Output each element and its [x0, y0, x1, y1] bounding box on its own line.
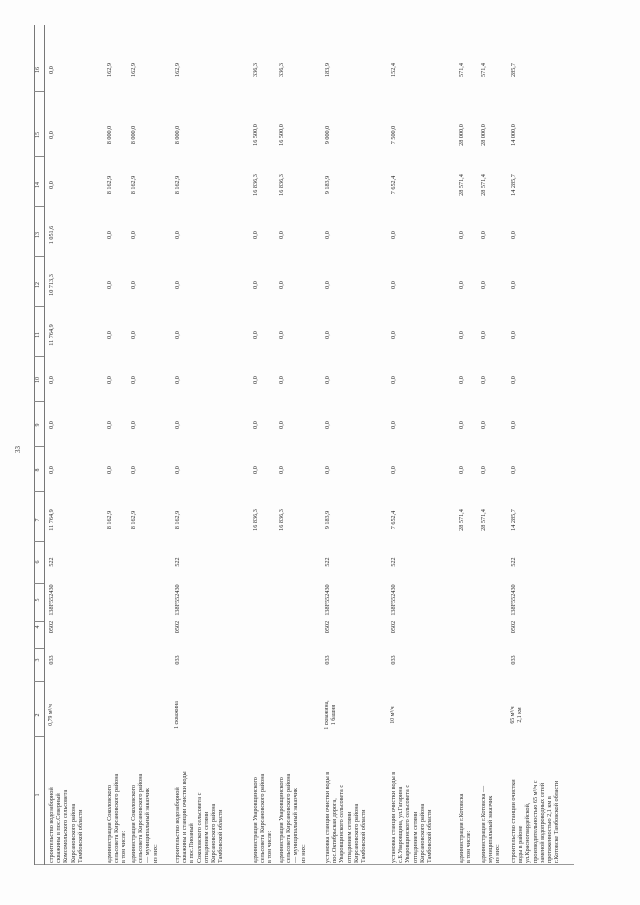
header-bottom-rule — [44, 25, 45, 865]
cell-c16: 571,4 — [458, 63, 465, 77]
cell-c12: 0,0 — [106, 281, 113, 289]
cell-c6: 522 — [174, 557, 181, 567]
row-description: строительство водозаборной скважины в пос.Северный Комсомольского сельсовета Кирсановского района Тамбовской области — [48, 787, 84, 863]
cell-c9: 0,0 — [480, 421, 487, 429]
cell-c7: 8 162,9 — [106, 510, 113, 530]
cell-c2: 1 скважина — [174, 701, 180, 729]
cell-c8: 0,0 — [278, 466, 285, 474]
cell-c11: 0,0 — [510, 331, 517, 339]
cell-c7: 7 652,4 — [390, 510, 397, 530]
cell-c4: 0502 — [48, 620, 55, 634]
cell-c7: 28 571,4 — [480, 509, 487, 531]
cell-c9: 0,0 — [174, 421, 181, 429]
cell-c6: 522 — [48, 557, 55, 567]
cell-c15: 9 000,0 — [324, 125, 331, 145]
cell-c8: 0,0 — [324, 466, 331, 474]
cell-c12: 0,0 — [130, 281, 137, 289]
cell-c9: 0,0 — [106, 421, 113, 429]
cell-c12: 0,0 — [174, 281, 181, 289]
row-description: администрация Уваровщинского сельсовета Кирсановского района в том числе: — [252, 773, 274, 863]
cell-c14: 28 571,4 — [480, 174, 487, 196]
cell-c16: 571,4 — [480, 63, 487, 77]
column-number-2: 2 — [35, 713, 41, 717]
cell-c8: 0,0 — [174, 466, 181, 474]
cell-c14: 0,0 — [48, 181, 55, 189]
column-separator — [34, 583, 44, 584]
cell-c11: 0,0 — [130, 331, 137, 339]
cell-c13: 0,0 — [252, 231, 259, 239]
cell-c9: 0,0 — [278, 421, 285, 429]
cell-c16: 162,9 — [130, 63, 137, 77]
column-number-16: 16 — [35, 67, 41, 73]
cell-c5: 138F552430 — [324, 584, 331, 616]
cell-c14: 8 162,9 — [106, 175, 113, 195]
cell-c9: 0,0 — [510, 421, 517, 429]
cell-c7: 9 183,9 — [324, 510, 331, 530]
cell-c14: 16 836,3 — [252, 174, 259, 196]
cell-c15: 0,0 — [48, 131, 55, 139]
row-description: администрация г.Котовска в том числе: — [458, 793, 473, 863]
cell-c11: 0,0 — [324, 331, 331, 339]
cell-c12: 0,0 — [510, 281, 517, 289]
column-separator — [34, 156, 44, 157]
column-number-4: 4 — [35, 625, 41, 629]
cell-c13: 0,0 — [458, 231, 465, 239]
cell-c8: 0,0 — [48, 466, 55, 474]
cell-c15: 28 000,0 — [458, 124, 465, 146]
cell-c16: 162,9 — [106, 63, 113, 77]
cell-c12: 0,0 — [480, 281, 487, 289]
cell-c6: 522 — [390, 557, 397, 567]
header-top-rule — [34, 25, 35, 865]
cell-c11: 11 764,9 — [48, 324, 55, 346]
cell-c11: 0,0 — [458, 331, 465, 339]
cell-c7: 8 162,9 — [174, 510, 181, 530]
cell-c12: 0,0 — [390, 281, 397, 289]
cell-c16: 336,3 — [252, 63, 259, 77]
cell-c15: 16 500,0 — [252, 124, 259, 146]
cell-c11: 0,0 — [174, 331, 181, 339]
cell-c4: 0502 — [174, 620, 181, 634]
cell-c15: 7 500,0 — [390, 125, 397, 145]
cell-c13: 0,0 — [510, 231, 517, 239]
budget-table — [34, 25, 574, 865]
cell-c2: 0,79 м³/ч — [48, 704, 54, 726]
cell-c3: 033 — [510, 655, 517, 665]
cell-c7: 8 162,9 — [130, 510, 137, 530]
cell-c10: 0,0 — [480, 376, 487, 384]
column-separator — [34, 446, 44, 447]
column-separator — [34, 401, 44, 402]
row-description: установка станции очистки воды в с.Б.Уваровщина, ул.Гагарина Уваровщинского сельсовета с отпадинием сетями Кирсановского района Тамбовской области — [390, 771, 434, 863]
cell-c6: 522 — [510, 557, 517, 567]
cell-c14: 8 162,9 — [130, 175, 137, 195]
row-description: установка станции очистки воды в пос.Октябрьская дорога, Уваровщинского сельсовета с отпадинием сетями Кирсановского района Тамбовской области — [324, 771, 368, 863]
column-number-8: 8 — [35, 468, 41, 472]
cell-c3: 033 — [174, 655, 181, 665]
cell-c13: 0,0 — [324, 231, 331, 239]
cell-c5: 138F552430 — [510, 584, 517, 616]
cell-c16: 285,7 — [510, 63, 517, 77]
cell-c9: 0,0 — [130, 421, 137, 429]
column-number-5: 5 — [35, 598, 41, 602]
cell-c13: 0,0 — [390, 231, 397, 239]
cell-c13: 1 051,6 — [48, 225, 55, 245]
cell-c14: 9 183,9 — [324, 175, 331, 195]
cell-c14: 7 652,4 — [390, 175, 397, 195]
cell-c5: 138F552430 — [390, 584, 397, 616]
cell-c14: 14 285,7 — [510, 174, 517, 196]
cell-c13: 0,0 — [130, 231, 137, 239]
cell-c8: 0,0 — [252, 466, 259, 474]
cell-c9: 0,0 — [458, 421, 465, 429]
cell-c3: 033 — [324, 655, 331, 665]
cell-c12: 0,0 — [252, 281, 259, 289]
column-number-12: 12 — [35, 282, 41, 288]
cell-c8: 0,0 — [480, 466, 487, 474]
cell-c4: 0502 — [510, 620, 517, 634]
cell-c7: 14 285,7 — [510, 509, 517, 531]
column-number-14: 14 — [35, 182, 41, 188]
cell-c16: 183,9 — [324, 63, 331, 77]
row-description: строительство станции очистки воды в районе ул.Красногвардейской, производительностью 65 м³/ч с заменой водопроводных сетей протяженностью 2,1 км в г.Котовске Тамбовской области — [510, 779, 561, 863]
cell-c12: 0,0 — [278, 281, 285, 289]
cell-c8: 0,0 — [510, 466, 517, 474]
cell-c2: 65 м³/ч 2,1 км — [510, 706, 523, 724]
cell-c9: 0,0 — [324, 421, 331, 429]
column-separator — [34, 356, 44, 357]
cell-c13: 0,0 — [480, 231, 487, 239]
cell-c7: 16 836,3 — [278, 509, 285, 531]
cell-c16: 162,9 — [174, 63, 181, 77]
cell-c7: 11 764,9 — [48, 509, 55, 531]
page-number: 33 — [14, 446, 22, 453]
cell-c10: 0,0 — [106, 376, 113, 384]
cell-c13: 0,0 — [278, 231, 285, 239]
cell-c5: 138F552430 — [48, 584, 55, 616]
cell-c9: 0,0 — [390, 421, 397, 429]
cell-c14: 16 836,3 — [278, 174, 285, 196]
cell-c10: 0,0 — [174, 376, 181, 384]
cell-c8: 0,0 — [106, 466, 113, 474]
cell-c11: 0,0 — [390, 331, 397, 339]
cell-c14: 28 571,4 — [458, 174, 465, 196]
column-number-7: 7 — [35, 518, 41, 522]
cell-c11: 0,0 — [252, 331, 259, 339]
cell-c13: 0,0 — [174, 231, 181, 239]
cell-c12: 0,0 — [458, 281, 465, 289]
column-number-9: 9 — [35, 423, 41, 427]
cell-c15: 16 500,0 — [278, 124, 285, 146]
cell-c14: 8 162,9 — [174, 175, 181, 195]
cell-c3: 033 — [48, 655, 55, 665]
cell-c15: 14 000,0 — [510, 124, 517, 146]
cell-c11: 0,0 — [278, 331, 285, 339]
cell-c12: 10 713,3 — [48, 274, 55, 296]
column-number-10: 10 — [35, 377, 41, 383]
cell-c4: 0502 — [324, 620, 331, 634]
column-number-3: 3 — [35, 658, 41, 662]
cell-c2: 10 м³/ч — [390, 706, 396, 724]
table-left-border — [34, 864, 574, 865]
column-separator — [34, 681, 44, 682]
cell-c9: 0,0 — [252, 421, 259, 429]
cell-c10: 0,0 — [252, 376, 259, 384]
cell-c15: 28 000,0 — [480, 124, 487, 146]
column-number-6: 6 — [35, 560, 41, 564]
column-separator — [34, 736, 44, 737]
cell-c10: 0,0 — [130, 376, 137, 384]
column-number-11: 11 — [35, 332, 41, 338]
cell-c10: 0,0 — [510, 376, 517, 384]
column-number-15: 15 — [35, 132, 41, 138]
cell-c12: 0,0 — [324, 281, 331, 289]
row-description: администрация Соколовского сельсовета Кирсановского района — муниципальный заказчик из них: — [130, 773, 159, 863]
column-number-13: 13 — [35, 232, 41, 238]
cell-c10: 0,0 — [48, 376, 55, 384]
cell-c16: 336,3 — [278, 63, 285, 77]
row-description: администрация г.Котовска — муниципальный заказчик из них: — [480, 785, 502, 863]
cell-c8: 0,0 — [130, 466, 137, 474]
cell-c10: 0,0 — [324, 376, 331, 384]
column-separator — [34, 206, 44, 207]
column-separator — [34, 648, 44, 649]
cell-c11: 0,0 — [106, 331, 113, 339]
cell-c16: 0,0 — [48, 66, 55, 74]
cell-c15: 8 000,0 — [174, 125, 181, 145]
row-description: администрация Уваровщинского сельсовета Кирсановского района — муниципальный заказчик из них: — [278, 773, 307, 863]
cell-c13: 0,0 — [106, 231, 113, 239]
cell-c8: 0,0 — [390, 466, 397, 474]
cell-c7: 16 836,3 — [252, 509, 259, 531]
cell-c9: 0,0 — [48, 421, 55, 429]
column-separator — [34, 491, 44, 492]
column-separator — [34, 306, 44, 307]
cell-c7: 28 571,4 — [458, 509, 465, 531]
row-description: строительство водозаборной скважины и станции очистки воды в пос.Пиоаный Соколовского сельсовета с отпадинием сетями Кирсановского района Тамбовской области — [174, 771, 225, 863]
cell-c8: 0,0 — [458, 466, 465, 474]
cell-c4: 0502 — [390, 620, 397, 634]
cell-c15: 8 000,0 — [106, 125, 113, 145]
column-separator — [34, 91, 44, 92]
cell-c5: 138F552430 — [174, 584, 181, 616]
cell-c11: 0,0 — [480, 331, 487, 339]
cell-c3: 033 — [390, 655, 397, 665]
cell-c10: 0,0 — [390, 376, 397, 384]
cell-c15: 8 000,0 — [130, 125, 137, 145]
cell-c6: 522 — [324, 557, 331, 567]
cell-c10: 0,0 — [458, 376, 465, 384]
row-description: администрация Соколовского сельсовета Кирсановского района в том числе: — [106, 773, 128, 863]
cell-c10: 0,0 — [278, 376, 285, 384]
cell-c16: 152,4 — [390, 63, 397, 77]
column-separator — [34, 256, 44, 257]
column-separator — [34, 541, 44, 542]
cell-c2: 1 скважина, 1 башня — [324, 700, 337, 730]
column-number-1: 1 — [35, 793, 41, 797]
column-separator — [34, 621, 44, 622]
